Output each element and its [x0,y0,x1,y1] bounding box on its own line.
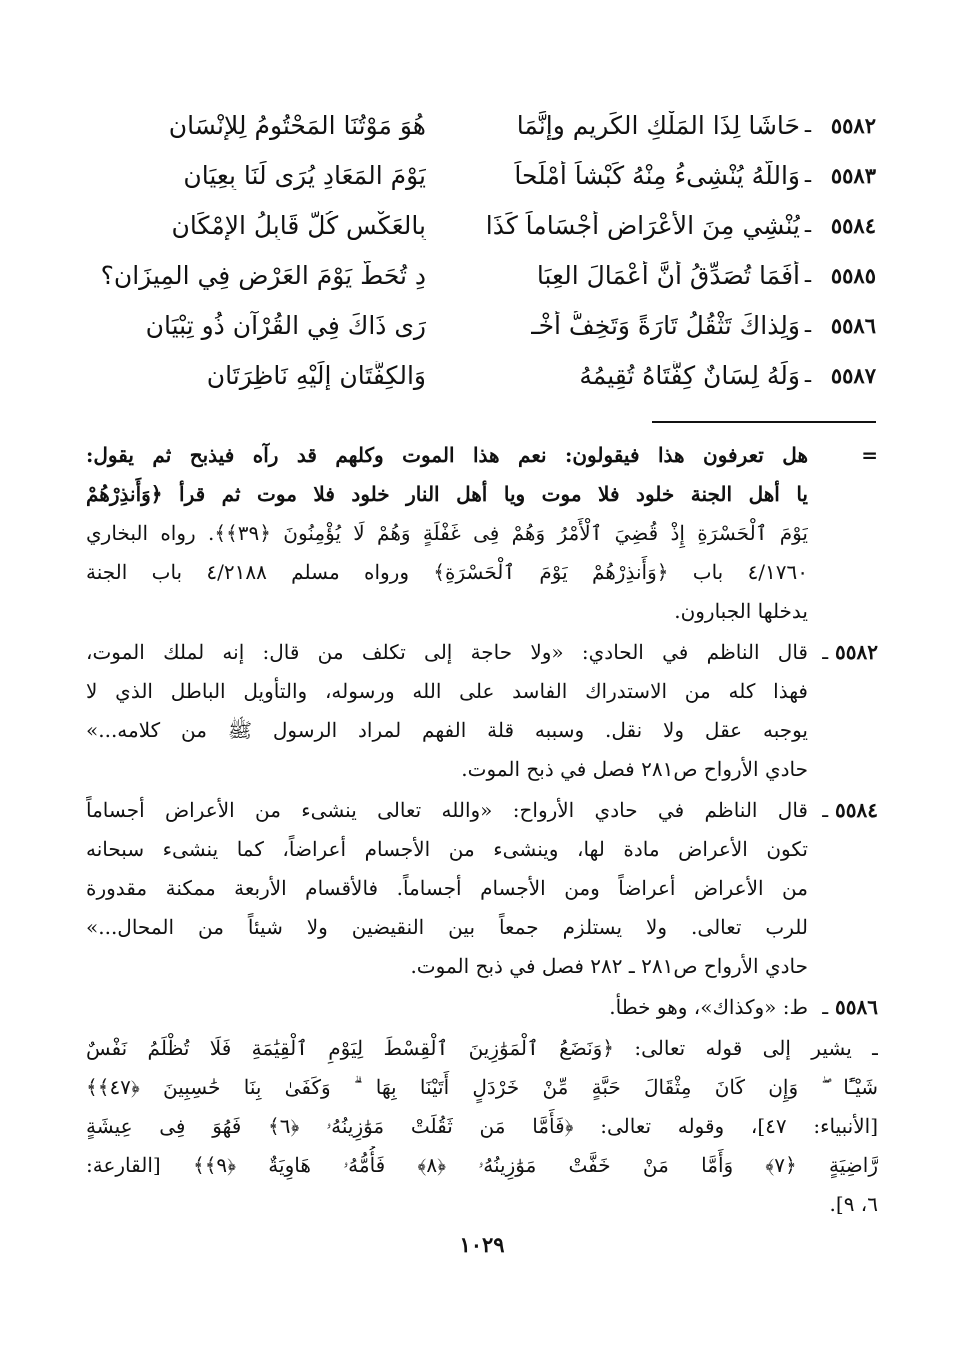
footnote-5584 [86,791,878,986]
page-number: ١٠٢٩ [459,1232,505,1257]
verse-first-hemistich: حَاشَا لِذَا المَلْكِ الكَرِيمِ وإنَّمَا [516,110,800,140]
verse-first-hemistich: وَلَهُ لِسَانٌ كِفَّتَاهُ تُقِيمُهُ [579,360,800,390]
footnote-line: يَوْمَ ٱلْحَسْرَةِ إِذْ قُضِيَ ٱلْأَمْرُ وَهُمْ فِى غَفْلَةٍ وَهُمْ لَا يُؤْمِنُونَ ﴿٣٩﴾﴾. رواه البخاري [86,521,808,545]
verse [76,200,876,250]
footnote-line: فهذا كله من الاستدراك الفاسد على الله ورسوله، والتأويل الباطل الذي لا [86,679,808,703]
verse-number: ٥٥٨٣ [830,162,876,188]
footnote-line: تكون الأعراض مادة لها، وينشىء من الأجسام أعراضاً، كما ينشىء سبحانه [86,837,808,861]
footnote-5586-continued [86,1029,878,1224]
footnote-line: [الأنبياء: ٤٧]، وقوله تعالى: ﴿فَأَمَّا مَن ثَقُلَتْ مَوَٰزِينُهُۥ ﴿٦﴾ فَهُوَ فِى عِيشَةٍ [86,1114,878,1138]
verse-dash: ـ [804,363,812,387]
verse-first-hemistich: وَاللّهُ يُنْشِىءُ مِنْهُ كَبْشاً أمْلَحاً [514,160,800,190]
footnote-line: شَيْـًٔا ۖ وَإِن كَانَ مِثْقَالَ حَبَّةٍ مِّنْ خَرْدَلٍ أَتَيْنَا بِهَا ۗ وَكَفَىٰ بِنَا حَٰسِبِينَ ﴿٤٧﴾﴾ [86,1075,878,1099]
footnote-5586 [86,988,878,1027]
footnote-dash: ـ [822,640,829,664]
verse-first-hemistich: وَلِذاكَ تَثْقُلُ تَارَةً وَتَخِفُّ أُخْـ [531,310,800,340]
footnote-line: يدخلها الجبارون. [674,599,808,623]
verse [76,350,876,400]
footnote-continued [86,436,878,631]
verse-second-hemistich: وَالكِفَّتَانِ إلَيْهِ نَاظِرَتَانِ [206,360,426,390]
verse-first-hemistich: يُنْشِي مِنَ الأعْرَاضِ أجْسَاماً كَذَا [485,210,800,240]
footnote-line: حادي الأرواح ص٢٨١ فصل في ذبح الموت. [461,757,808,781]
footnote-number: ٥٥٨٢ [835,640,878,664]
footnote-line: للرب تعالى. ولا يستلزم جمعاً بين النقيضين ولا شيئاً من المحال...» [86,915,808,939]
footnote-line: رَّاضِيَةٍ ﴿٧﴾ وَأَمَّا مَنْ خَفَّتْ مَوَٰزِينُهُۥ ﴿٨﴾ فَأُمُّهُۥ هَاوِيَةٌ ﴿٩﴾﴾ [القارعة: [86,1153,878,1177]
footnote-divider [652,421,876,423]
verse-number: ٥٥٨٥ [830,262,876,288]
verse-second-hemistich: رَى ذَاكَ فِي القُرْآنِ ذُو تِبْيَانِ [145,310,426,340]
verse-dash: ـ [804,113,812,137]
footnote-line: قال الناظم في حادي الأرواح: «والله تعالى ينشىء من الأعراض أجساماً [86,798,808,822]
verse [76,300,876,350]
footnote-line: حادي الأرواح ص٢٨١ ـ ٢٨٢ فصل في ذبح الموت. [410,954,808,978]
verse-number: ٥٥٨٤ [830,212,876,238]
verse-dash: ـ [804,263,812,287]
footnote-number: ٥٥٨٤ [835,798,878,822]
footnote-line: هل تعرفون هذا فيقولون: نعم هذا الموت وكلهم قد رآه فيذبح ثم يقول: [86,443,808,467]
verse-first-hemistich: أفَمَا تُصَدِّقُ أنَّ أعْمَالَ العِبَا [536,260,800,290]
verse-second-hemistich: يَوْمَ المَعَادِ يُرَى لَنَا بِعِيَانِ [183,160,426,190]
footnotes [86,436,878,1224]
verse-second-hemistich: دِ تُحَطُّ يَوْمَ العَرْضِ فِي المِيزَانِ؟ [100,260,426,290]
footnote-dash: ـ [822,995,829,1019]
footnote-line: ط: «وكذاك»، وهو خطأ. [609,995,808,1019]
verse-second-hemistich: هُوَ مَوْتُنَا المَحْتُومُ لِلإنْسَانِ [168,110,426,140]
verse-number: ٥٥٨٦ [830,312,876,338]
poem-block [76,100,876,400]
footnote-5582 [86,633,878,789]
verse-number: ٥٥٨٢ [830,112,876,138]
footnote-line: يا أهل الجنة خلود فلا موت ويا أهل النار خلود فلا موت ثم قرأ ﴿وَأَنذِرْهُمْ [86,482,808,506]
footnote-number: ٥٥٨٦ [835,995,878,1019]
footnote-line: ٤/١٧٦٠ باب ﴿وَأَنذِرْهُمْ يَوْمَ ٱلْحَسْرَةِ﴾ ورواه مسلم ٤/٢١٨٨ باب الجنة [86,560,808,584]
footnote-line: ـ يشير إلى قوله تعالى: ﴿وَنَضَعُ ٱلْمَوَٰزِينَ ٱلْقِسْطَ لِيَوْمِ ٱلْقِيَٰمَةِ فَلَا تُظْلَمُ نَفْسٌ [86,1036,878,1060]
footnote-line: من الأعراض أعراضاً ومن الأجسام أجساماً. فالأقسام الأربعة ممكنة مقدورة [86,876,808,900]
verse-dash: ـ [804,163,812,187]
continuation-mark: = [861,443,878,467]
verse [76,250,876,300]
verse-second-hemistich: بِالعَكْسِ كُلٌّ قَابِلُ الإمْكَانِ [171,210,426,240]
footnote-line: قال الناظم في الحادي: «ولا حاجة إلى تكلف من قال: إنه لملك الموت، [86,640,808,664]
verse-dash: ـ [804,313,812,337]
footnote-line: ٦، ٩]. [829,1192,878,1216]
verse-number: ٥٥٨٧ [830,362,876,388]
footnote-dash: ـ [822,798,829,822]
verse [76,150,876,200]
verse-dash: ـ [804,213,812,237]
footnote-line: يوجبه عقل ولا نقل. وسببه قلة الفهم لمراد الرسول ﷺ من كلامه...» [86,718,808,742]
verse [76,100,876,150]
